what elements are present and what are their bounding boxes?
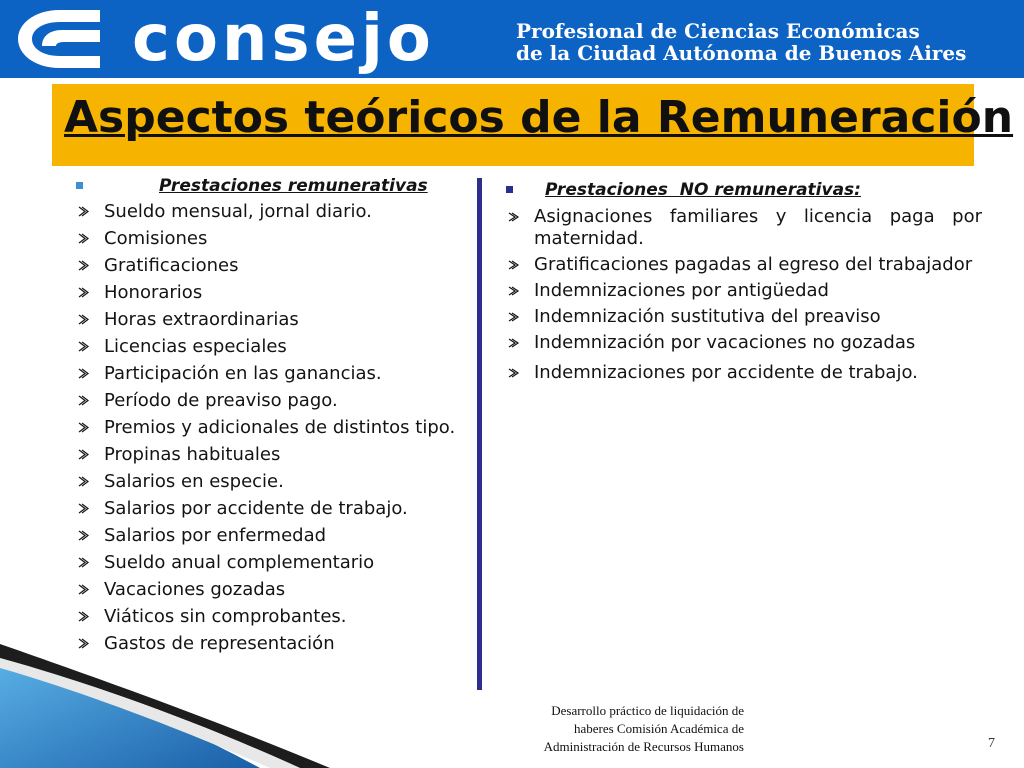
list-item: Gastos de representación: [76, 630, 478, 657]
right-heading: [506, 180, 982, 200]
arrow-bullet-icon: [76, 306, 90, 333]
remunerative-list: [76, 198, 478, 657]
arrow-bullet-icon: [76, 495, 90, 522]
arrow-bullet-icon: [76, 603, 90, 630]
arrow-bullet-icon: [506, 332, 520, 354]
list-item: Gratificaciones: [76, 252, 478, 279]
arrow-bullet-icon: [506, 362, 520, 384]
arrow-bullet-icon: [76, 225, 90, 252]
title-bar: [52, 84, 1014, 166]
brand-wordmark: consejo: [132, 2, 435, 76]
list-item: Indemnizaciones por antigüedad: [506, 280, 982, 302]
brand-subtitle-line1: Profesional de Ciencias Económicas: [516, 19, 920, 43]
left-heading: [76, 176, 478, 196]
list-item: Honorarios: [76, 279, 478, 306]
consejo-logo-icon: [12, 6, 108, 72]
list-item: Indemnización por vacaciones no gozadas: [506, 332, 982, 354]
arrow-bullet-icon: [76, 468, 90, 495]
list-item: Premios y adicionales de distintos tipo.: [76, 414, 478, 441]
right-column: [506, 180, 982, 388]
arrow-bullet-icon: [76, 252, 90, 279]
list-item: Vacaciones gozadas: [76, 576, 478, 603]
brand-subtitle: [516, 20, 1016, 64]
non-remunerative-list: [506, 206, 982, 384]
list-item: Indemnización sustitutiva del preaviso: [506, 306, 982, 328]
right-heading-text: Prestaciones NO remunerativas:: [545, 180, 861, 200]
list-item: Participación en las ganancias.: [76, 360, 478, 387]
list-item: Sueldo anual complementario: [76, 549, 478, 576]
list-item: Asignaciones familiares y licencia paga por maternidad.: [506, 206, 982, 250]
list-item: Propinas habituales: [76, 441, 478, 468]
list-item: Salarios por accidente de trabajo.: [76, 495, 478, 522]
arrow-bullet-icon: [76, 198, 90, 225]
arrow-bullet-icon: [76, 522, 90, 549]
arrow-bullet-icon: [506, 254, 520, 276]
list-item: Viáticos sin comprobantes.: [76, 603, 478, 630]
list-item: Salarios en especie.: [76, 468, 478, 495]
column-divider: [477, 178, 482, 690]
arrow-bullet-icon: [506, 306, 520, 328]
list-item: Licencias especiales: [76, 333, 478, 360]
arrow-bullet-icon: [76, 414, 90, 441]
arrow-bullet-icon: [76, 441, 90, 468]
square-bullet-icon: [506, 186, 513, 193]
list-item: Gratificaciones pagadas al egreso del trabajador: [506, 254, 982, 276]
page-number: 7: [988, 736, 995, 751]
arrow-bullet-icon: [76, 387, 90, 414]
arrow-bullet-icon: [76, 360, 90, 387]
decorative-swoosh: [0, 644, 420, 768]
left-heading-text: Prestaciones remunerativas: [159, 176, 428, 196]
brand-subtitle-line2: de la Ciudad Autónoma de Buenos Aires: [516, 41, 967, 65]
footer-note-line3: Administración de Recursos Humanos: [543, 739, 744, 754]
footer-note-line2: haberes Comisión Académica de: [573, 721, 744, 736]
list-item: Salarios por enfermedad: [76, 522, 478, 549]
left-column: [76, 176, 478, 657]
arrow-bullet-icon: [76, 279, 90, 306]
header-banner: [0, 0, 1024, 78]
arrow-bullet-icon: [76, 576, 90, 603]
list-item: Comisiones: [76, 225, 478, 252]
slide-title: Aspectos teóricos de la Remuneración: [64, 92, 1014, 143]
arrow-bullet-icon: [76, 549, 90, 576]
list-item: Indemnizaciones por accidente de trabajo.: [506, 362, 982, 384]
list-item: Sueldo mensual, jornal diario.: [76, 198, 478, 225]
square-bullet-icon: [76, 182, 83, 189]
arrow-bullet-icon: [506, 206, 520, 228]
arrow-bullet-icon: [506, 280, 520, 302]
footer-note: [520, 702, 744, 756]
list-item: Período de preaviso pago.: [76, 387, 478, 414]
footer-note-line1: Desarrollo práctico de liquidación de: [551, 703, 744, 718]
arrow-bullet-icon: [76, 333, 90, 360]
list-item: Horas extraordinarias: [76, 306, 478, 333]
